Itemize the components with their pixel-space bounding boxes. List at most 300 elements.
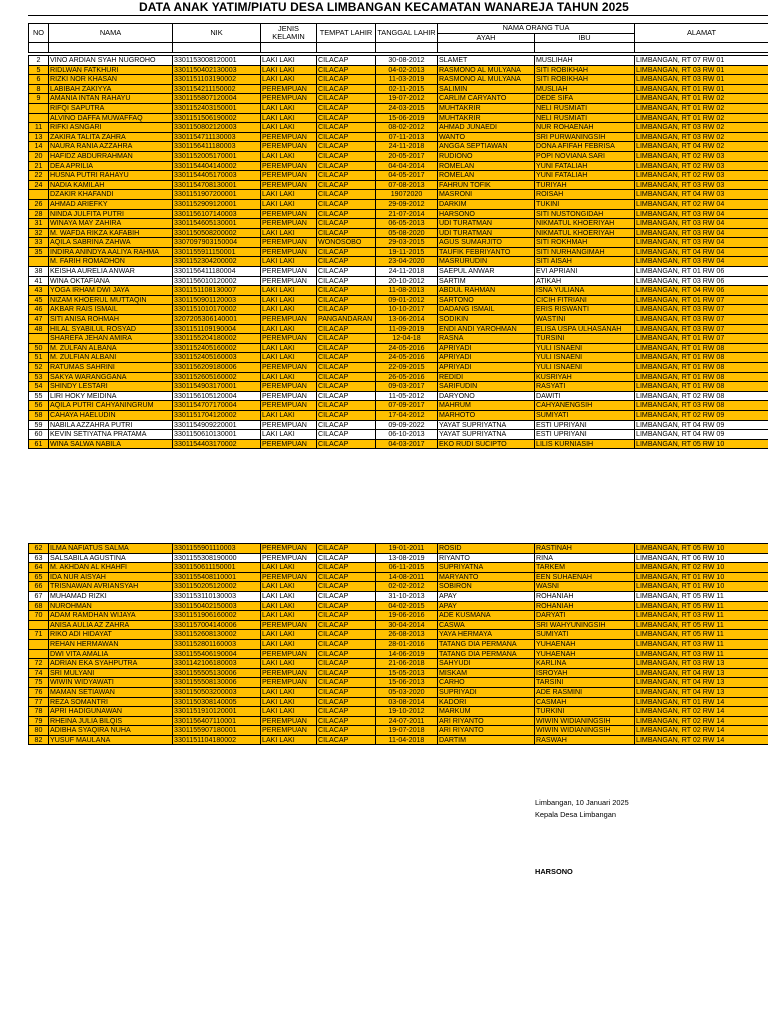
orphan-table-part-1 [28, 55, 768, 449]
cell-alamat: LIMBANGAN, RT 02 RW 09 [635, 410, 768, 420]
cell-nik: 3301152605160002 [173, 372, 261, 382]
cell-ayah: TATANG DIA PERMANA [438, 639, 535, 649]
cell-jenis-kelamin: PEREMPUAN [261, 391, 317, 401]
col-header-no: NO [29, 24, 49, 43]
cell-nama: ZAKIRA TALITA ZAHRA [49, 132, 173, 142]
cell-alamat: LIMBANGAN, RT 01 RW 10 [635, 582, 768, 592]
cell-ibu: DEDE SIFA [535, 94, 635, 104]
cell-tempat-lahir: CILACAP [317, 582, 376, 592]
cell-no: 54 [29, 382, 49, 392]
cell-no: 8 [29, 84, 49, 94]
cell-tanggal-lahir: 06-05-2013 [376, 219, 438, 229]
cell-nama: RATUMAS SAHRINI [49, 363, 173, 373]
cell-tanggal-lahir: 24-07-2011 [376, 716, 438, 726]
cell-ibu: SRI WAHYUNINGSIH [535, 620, 635, 630]
cell-nik: 3301155408110001 [173, 572, 261, 582]
cell-no [29, 334, 49, 344]
cell-nik: 3301155911150001 [173, 247, 261, 257]
cell-tanggal-lahir: 09-03-2017 [376, 382, 438, 392]
cell-tanggal-lahir: 31-10-2013 [376, 591, 438, 601]
table-row [29, 678, 768, 688]
cell-ayah: ROSID [438, 544, 535, 554]
cell-tempat-lahir: CILACAP [317, 180, 376, 190]
cell-ayah: EKO RUDI SUCIPTO [438, 439, 535, 449]
cell-tanggal-lahir: 07-09-2017 [376, 401, 438, 411]
cell-nik: 3301156209180006 [173, 363, 261, 373]
table-row [29, 591, 768, 601]
table-row [29, 257, 768, 267]
col-header-ibu: IBU [535, 33, 635, 43]
cell-no: 74 [29, 668, 49, 678]
cell-tempat-lahir: CILACAP [317, 219, 376, 229]
cell-nik: 3301155508130006 [173, 678, 261, 688]
cell-jenis-kelamin: LAKI LAKI [261, 697, 317, 707]
cell-jenis-kelamin: LAKI LAKI [261, 707, 317, 717]
cell-alamat: LIMBANGAN, RT 03 RW 04 [635, 219, 768, 229]
cell-jenis-kelamin: PEREMPUAN [261, 334, 317, 344]
cell-jenis-kelamin: LAKI LAKI [261, 305, 317, 315]
table-row [29, 620, 768, 630]
cell-nama: NUROHMAN [49, 601, 173, 611]
cell-alamat: LIMBANGAN, RT 02 RW 14 [635, 716, 768, 726]
cell-tempat-lahir: CILACAP [317, 305, 376, 315]
cell-nik: 3301151108130007 [173, 286, 261, 296]
cell-ibu: TUKINI [535, 199, 635, 209]
cell-nama: AQILA PUTRI CAHYANINGRUM [49, 401, 173, 411]
cell-tempat-lahir: CILACAP [317, 190, 376, 200]
cell-nik: 3301154903170001 [173, 382, 261, 392]
cell-no: 53 [29, 372, 49, 382]
cell-alamat: LIMBANGAN, RT 05 RW 11 [635, 591, 768, 601]
cell-nik: 3301154605130001 [173, 219, 261, 229]
cell-tanggal-lahir: 08-02-2012 [376, 123, 438, 133]
cell-alamat: LIMBANGAN, RT 01 RW 08 [635, 363, 768, 373]
signature-name: HARSONO [535, 867, 573, 876]
cell-jenis-kelamin: LAKI LAKI [261, 372, 317, 382]
cell-alamat: LIMBANGAN, RT 04 RW 09 [635, 430, 768, 440]
cell-ayah: RASMONO AL MULYANA [438, 65, 535, 75]
cell-tempat-lahir: CILACAP [317, 620, 376, 630]
table-row [29, 420, 768, 430]
cell-nama: REZA SOMANTRI [49, 697, 173, 707]
cell-nama: SRI MULYANI [49, 668, 173, 678]
cell-jenis-kelamin: PEREMPUAN [261, 678, 317, 688]
cell-nama: DEA APRILIA [49, 161, 173, 171]
cell-alamat: LIMBANGAN, RT 01 RW 07 [635, 334, 768, 344]
cell-ayah: YAYA HERMAYA [438, 630, 535, 640]
cell-no: 33 [29, 238, 49, 248]
cell-nik: 3301152304200002 [173, 257, 261, 267]
cell-ibu: ATIKAH [535, 276, 635, 286]
cell-tempat-lahir: CILACAP [317, 553, 376, 563]
cell-no: 75 [29, 678, 49, 688]
cell-tempat-lahir: CILACAP [317, 353, 376, 363]
cell-alamat: LIMBANGAN, RT 03 RW 04 [635, 228, 768, 238]
cell-ayah: ROMELAN [438, 161, 535, 171]
cell-tempat-lahir: CILACAP [317, 132, 376, 142]
cell-alamat: LIMBANGAN, RT 03 RW 01 [635, 65, 768, 75]
table-row [29, 84, 768, 94]
cell-no [29, 257, 49, 267]
cell-no: 14 [29, 142, 49, 152]
cell-nik: 3301156107140003 [173, 209, 261, 219]
cell-no: 26 [29, 199, 49, 209]
cell-nama: WINAYA MAY ZAHIRA [49, 219, 173, 229]
table-row [29, 305, 768, 315]
cell-nama: ADIBHA SYAQIRA NUHA [49, 726, 173, 736]
cell-jenis-kelamin: LAKI LAKI [261, 563, 317, 573]
cell-nama: AQILA SABRINA ZAHWA [49, 238, 173, 248]
table-row [29, 132, 768, 142]
cell-nama: AHMAD ARIEFKY [49, 199, 173, 209]
cell-jenis-kelamin: LAKI LAKI [261, 113, 317, 123]
cell-no: 5 [29, 65, 49, 75]
cell-tempat-lahir: CILACAP [317, 687, 376, 697]
cell-alamat: LIMBANGAN, RT 02 RW 03 [635, 171, 768, 181]
cell-jenis-kelamin: LAKI LAKI [261, 639, 317, 649]
cell-ayah: MISKAM [438, 668, 535, 678]
cell-alamat: LIMBANGAN, RT 03 RW 06 [635, 276, 768, 286]
cell-tempat-lahir: CILACAP [317, 630, 376, 640]
cell-nama: YOGA IRHAM DWI JAYA [49, 286, 173, 296]
cell-tempat-lahir: CILACAP [317, 391, 376, 401]
cell-ayah: SUPRIYATNA [438, 563, 535, 573]
cell-ayah: SLAMET [438, 56, 535, 66]
cell-tanggal-lahir: 19-07-2018 [376, 726, 438, 736]
cell-ibu: CICIH FITRIANI [535, 295, 635, 305]
cell-nik: 3301152403150001 [173, 103, 261, 113]
cell-nik: 3301150205120002 [173, 582, 261, 592]
table-row [29, 113, 768, 123]
cell-ayah: ROMELAN [438, 171, 535, 181]
cell-ibu: RASTINAH [535, 544, 635, 554]
cell-alamat: LIMBANGAN, RT 01 RW 02 [635, 94, 768, 104]
cell-ayah: SALIMIN [438, 84, 535, 94]
cell-ibu: MUSLIAH [535, 84, 635, 94]
cell-tempat-lahir: CILACAP [317, 247, 376, 257]
col-header-ayah: AYAH [438, 33, 535, 43]
cell-tempat-lahir: WONOSOBO [317, 238, 376, 248]
cell-nama: WIWIN WIDYAWATI [49, 678, 173, 688]
cell-ibu: NUR ROHAENAH [535, 123, 635, 133]
cell-tanggal-lahir: 06-11-2015 [376, 563, 438, 573]
cell-tanggal-lahir: 19-10-2012 [376, 707, 438, 717]
cell-ibu: CASMAH [535, 697, 635, 707]
cell-ibu: ROHANIAH [535, 601, 635, 611]
cell-no: 9 [29, 94, 49, 104]
table-row [29, 391, 768, 401]
cell-jenis-kelamin: PEREMPUAN [261, 142, 317, 152]
cell-tempat-lahir: CILACAP [317, 334, 376, 344]
cell-nama: VINO ARDIAN SYAH NUGROHO [49, 56, 173, 66]
cell-ayah: MARHOTO [438, 410, 535, 420]
table-row [29, 707, 768, 717]
cell-no: 43 [29, 286, 49, 296]
cell-ibu: SITI ROBIKHAH [535, 75, 635, 85]
cell-ayah: SODIKIN [438, 315, 535, 325]
cell-ibu: POPI NOVIANA SARI [535, 151, 635, 161]
cell-alamat: LIMBANGAN, RT 03 RW 11 [635, 649, 768, 659]
cell-tempat-lahir: CILACAP [317, 209, 376, 219]
cell-no: 6 [29, 75, 49, 85]
cell-alamat: LIMBANGAN, RT 01 RW 08 [635, 372, 768, 382]
cell-nik: 3301151010170002 [173, 305, 261, 315]
cell-nik: 3301151907200001 [173, 190, 261, 200]
cell-jenis-kelamin: PEREMPUAN [261, 267, 317, 277]
cell-tanggal-lahir: 24-11-2018 [376, 142, 438, 152]
cell-nama: HAFIDZ ABDURRAHMAN [49, 151, 173, 161]
cell-alamat: LIMBANGAN, RT 03 RW 04 [635, 238, 768, 248]
table-row [29, 601, 768, 611]
cell-alamat: LIMBANGAN, RT 02 RW 14 [635, 735, 768, 745]
table-row [29, 687, 768, 697]
table-row [29, 238, 768, 248]
cell-tanggal-lahir: 11-05-2012 [376, 391, 438, 401]
cell-tanggal-lahir: 21-07-2014 [376, 209, 438, 219]
cell-jenis-kelamin: PEREMPUAN [261, 420, 317, 430]
table-header [28, 23, 768, 53]
cell-nik: 3301150308140005 [173, 697, 261, 707]
cell-ibu: EVI APRIANI [535, 267, 635, 277]
cell-ibu: YULI ISNAENI [535, 363, 635, 373]
cell-alamat: LIMBANGAN, RT 03 RW 13 [635, 659, 768, 669]
cell-no [29, 113, 49, 123]
cell-jenis-kelamin: PEREMPUAN [261, 315, 317, 325]
cell-no: 46 [29, 305, 49, 315]
cell-alamat: LIMBANGAN, RT 04 RW 03 [635, 190, 768, 200]
cell-no: 77 [29, 697, 49, 707]
cell-no: 48 [29, 324, 49, 334]
cell-ayah: YAYAT SUPRIYATNA [438, 420, 535, 430]
cell-tanggal-lahir: 04-03-2017 [376, 439, 438, 449]
cell-nik: 3301152405160002 [173, 343, 261, 353]
cell-nama: ANISA AULIA AZ ZAHRA [49, 620, 173, 630]
cell-jenis-kelamin: LAKI LAKI [261, 735, 317, 745]
cell-nama: HILAL SYABILUL ROSYAD [49, 324, 173, 334]
table-row [29, 315, 768, 325]
cell-ayah: MASRURUDIN [438, 257, 535, 267]
cell-ibu: YULI ISNAENI [535, 343, 635, 353]
signature-place-date: Limbangan, 10 Januari 2025 [535, 798, 629, 807]
cell-tanggal-lahir: 07-11-2013 [376, 132, 438, 142]
cell-ibu: ERIS RISWANTI [535, 305, 635, 315]
cell-no: 64 [29, 563, 49, 573]
table-row [29, 735, 768, 745]
cell-no: 60 [29, 430, 49, 440]
cell-alamat: LIMBANGAN, RT 03 RW 04 [635, 257, 768, 267]
cell-ayah: TAUFIK FEBRIYANTO [438, 247, 535, 257]
cell-alamat: LIMBANGAN, RT 04 RW 02 [635, 142, 768, 152]
cell-alamat: LIMBANGAN, RT 01 RW 07 [635, 295, 768, 305]
cell-ibu: YUHAENAH [535, 649, 635, 659]
cell-tanggal-lahir: 30-08-2012 [376, 56, 438, 66]
cell-tanggal-lahir: 15-06-2013 [376, 678, 438, 688]
cell-tempat-lahir: CILACAP [317, 295, 376, 305]
cell-tanggal-lahir: 29-03-2015 [376, 238, 438, 248]
cell-ayah: UDI TURATMAN [438, 228, 535, 238]
table-row [29, 65, 768, 75]
cell-no: 62 [29, 544, 49, 554]
table-row [29, 199, 768, 209]
cell-ibu: CAHYANENGSIH [535, 401, 635, 411]
cell-tempat-lahir: CILACAP [317, 151, 376, 161]
cell-nama: RHEINA JULIA BILQIS [49, 716, 173, 726]
cell-nama: AKBAR RAIS ISMAIL [49, 305, 173, 315]
cell-tempat-lahir: CILACAP [317, 199, 376, 209]
cell-tempat-lahir: CILACAP [317, 420, 376, 430]
cell-no [29, 649, 49, 659]
cell-ibu: SUMIYATI [535, 410, 635, 420]
cell-nik: 3301155807120004 [173, 94, 261, 104]
cell-nik: 3301155204180002 [173, 334, 261, 344]
cell-alamat: LIMBANGAN, RT 04 RW 13 [635, 678, 768, 688]
cell-no: 63 [29, 553, 49, 563]
cell-ayah: ENDI ANDI YAROHMAN [438, 324, 535, 334]
cell-nama: SHAREFA JEHAN AMIRA [49, 334, 173, 344]
cell-nik: 3301150610130001 [173, 430, 261, 440]
cell-alamat: LIMBANGAN, RT 02 RW 04 [635, 199, 768, 209]
cell-nik: 3301154711130003 [173, 132, 261, 142]
cell-jenis-kelamin: PEREMPUAN [261, 276, 317, 286]
cell-nama: HUSNA PUTRI RAHAYU [49, 171, 173, 181]
cell-jenis-kelamin: PEREMPUAN [261, 572, 317, 582]
cell-alamat: LIMBANGAN, RT 02 RW 03 [635, 161, 768, 171]
cell-nama: MUHAMAD RIZKI [49, 591, 173, 601]
cell-tanggal-lahir: 30-04-2014 [376, 620, 438, 630]
cell-alamat: LIMBANGAN, RT 06 RW 10 [635, 553, 768, 563]
cell-no: 38 [29, 267, 49, 277]
table-row [29, 716, 768, 726]
cell-tempat-lahir: PANGANDARAN [317, 315, 376, 325]
cell-tempat-lahir: CILACAP [317, 563, 376, 573]
cell-nama: YUSUF MAULANA [49, 735, 173, 745]
cell-ibu: NIKMATUL KHOERIYAH [535, 228, 635, 238]
cell-nik: 3301155308190000 [173, 553, 261, 563]
cell-ibu: RASYATI [535, 382, 635, 392]
cell-nik: 3301156411180003 [173, 142, 261, 152]
cell-no [29, 103, 49, 113]
cell-tanggal-lahir: 03-08-2014 [376, 697, 438, 707]
cell-jenis-kelamin: LAKI LAKI [261, 75, 317, 85]
cell-tanggal-lahir: 19-11-2015 [376, 247, 438, 257]
cell-tempat-lahir: CILACAP [317, 113, 376, 123]
cell-nik: 3301152801160003 [173, 639, 261, 649]
cell-no: 41 [29, 276, 49, 286]
cell-tempat-lahir: CILACAP [317, 678, 376, 688]
cell-jenis-kelamin: LAKI LAKI [261, 190, 317, 200]
cell-nama: LIRI HOKY MEIDINA [49, 391, 173, 401]
cell-nik: 3301156407110001 [173, 716, 261, 726]
cell-jenis-kelamin: PEREMPUAN [261, 209, 317, 219]
cell-nik: 3301153110130003 [173, 591, 261, 601]
cell-ayah: DARTIM [438, 735, 535, 745]
cell-nama: WINA OKTAFIANA [49, 276, 173, 286]
col-header-tempat-lahir: TEMPAT LAHIR [317, 24, 376, 43]
cell-nik: 3301150402150003 [173, 601, 261, 611]
cell-nama: CAHAYA HAELUDIN [49, 410, 173, 420]
cell-tempat-lahir: CILACAP [317, 161, 376, 171]
col-header-tanggal-lahir: TANGGAL LAHIR [376, 24, 438, 43]
cell-ayah: ARI RIYANTO [438, 726, 535, 736]
cell-nik: 3301155406190004 [173, 649, 261, 659]
cell-ayah: APAY [438, 591, 535, 601]
cell-ayah: DARYONO [438, 391, 535, 401]
cell-alamat: LIMBANGAN, RT 02 RW 10 [635, 563, 768, 573]
cell-jenis-kelamin: PEREMPUAN [261, 171, 317, 181]
cell-alamat: LIMBANGAN, RT 05 RW 10 [635, 544, 768, 554]
cell-no: 45 [29, 295, 49, 305]
table-row [29, 171, 768, 181]
cell-jenis-kelamin: PEREMPUAN [261, 247, 317, 257]
cell-jenis-kelamin: LAKI LAKI [261, 151, 317, 161]
cell-tempat-lahir: CILACAP [317, 707, 376, 717]
cell-tempat-lahir: CILACAP [317, 611, 376, 621]
cell-tanggal-lahir: 04-02-2013 [376, 65, 438, 75]
cell-jenis-kelamin: LAKI LAKI [261, 611, 317, 621]
cell-tanggal-lahir: 11-04-2018 [376, 735, 438, 745]
cell-tanggal-lahir: 19-07-2012 [376, 94, 438, 104]
cell-no: 76 [29, 687, 49, 697]
col-header-alamat: ALAMAT [635, 24, 768, 43]
cell-tanggal-lahir: 29-09-2012 [376, 199, 438, 209]
cell-jenis-kelamin: PEREMPUAN [261, 439, 317, 449]
cell-tempat-lahir: CILACAP [317, 84, 376, 94]
cell-tanggal-lahir: 04-05-2017 [376, 171, 438, 181]
table-row [29, 228, 768, 238]
cell-alamat: LIMBANGAN, RT 01 RW 10 [635, 572, 768, 582]
cell-jenis-kelamin: PEREMPUAN [261, 553, 317, 563]
table-row [29, 267, 768, 277]
cell-tempat-lahir: CILACAP [317, 668, 376, 678]
table-row [29, 611, 768, 621]
cell-tempat-lahir: CILACAP [317, 735, 376, 745]
cell-tanggal-lahir: 17-04-2012 [376, 410, 438, 420]
table-row [29, 180, 768, 190]
cell-ibu: LILIS KURNIASIH [535, 439, 635, 449]
cell-nama: IDA NUR AISYAH [49, 572, 173, 582]
table-row [29, 668, 768, 678]
cell-nik: 3301150611150001 [173, 563, 261, 573]
cell-tempat-lahir: CILACAP [317, 639, 376, 649]
cell-nik: 3301151103190002 [173, 75, 261, 85]
cell-no: 82 [29, 735, 49, 745]
cell-nik: 3301142106180003 [173, 659, 261, 669]
cell-tanggal-lahir: 20-10-2012 [376, 276, 438, 286]
cell-ibu: SITI ROKHMAH [535, 238, 635, 248]
cell-tempat-lahir: CILACAP [317, 382, 376, 392]
cell-jenis-kelamin: PEREMPUAN [261, 649, 317, 659]
table-row [29, 353, 768, 363]
cell-ibu: WASNI [535, 582, 635, 592]
cell-jenis-kelamin: PEREMPUAN [261, 94, 317, 104]
cell-ayah: APRIYADI [438, 363, 535, 373]
cell-alamat: LIMBANGAN, RT 03 RW 02 [635, 123, 768, 133]
cell-tanggal-lahir: 05-03-2020 [376, 687, 438, 697]
cell-no: 13 [29, 132, 49, 142]
table-row [29, 324, 768, 334]
cell-tanggal-lahir: 13-06-2014 [376, 315, 438, 325]
cell-nama: SALSABILA AGUSTINA [49, 553, 173, 563]
cell-nik: 3301151104180002 [173, 735, 261, 745]
cell-tanggal-lahir: 04-04-2014 [376, 161, 438, 171]
cell-tempat-lahir: CILACAP [317, 267, 376, 277]
cell-tempat-lahir: CILACAP [317, 123, 376, 133]
table-row [29, 649, 768, 659]
table-row [29, 286, 768, 296]
cell-ibu: TURKINI [535, 707, 635, 717]
cell-alamat: LIMBANGAN, RT 03 RW 03 [635, 180, 768, 190]
cell-no: 56 [29, 401, 49, 411]
